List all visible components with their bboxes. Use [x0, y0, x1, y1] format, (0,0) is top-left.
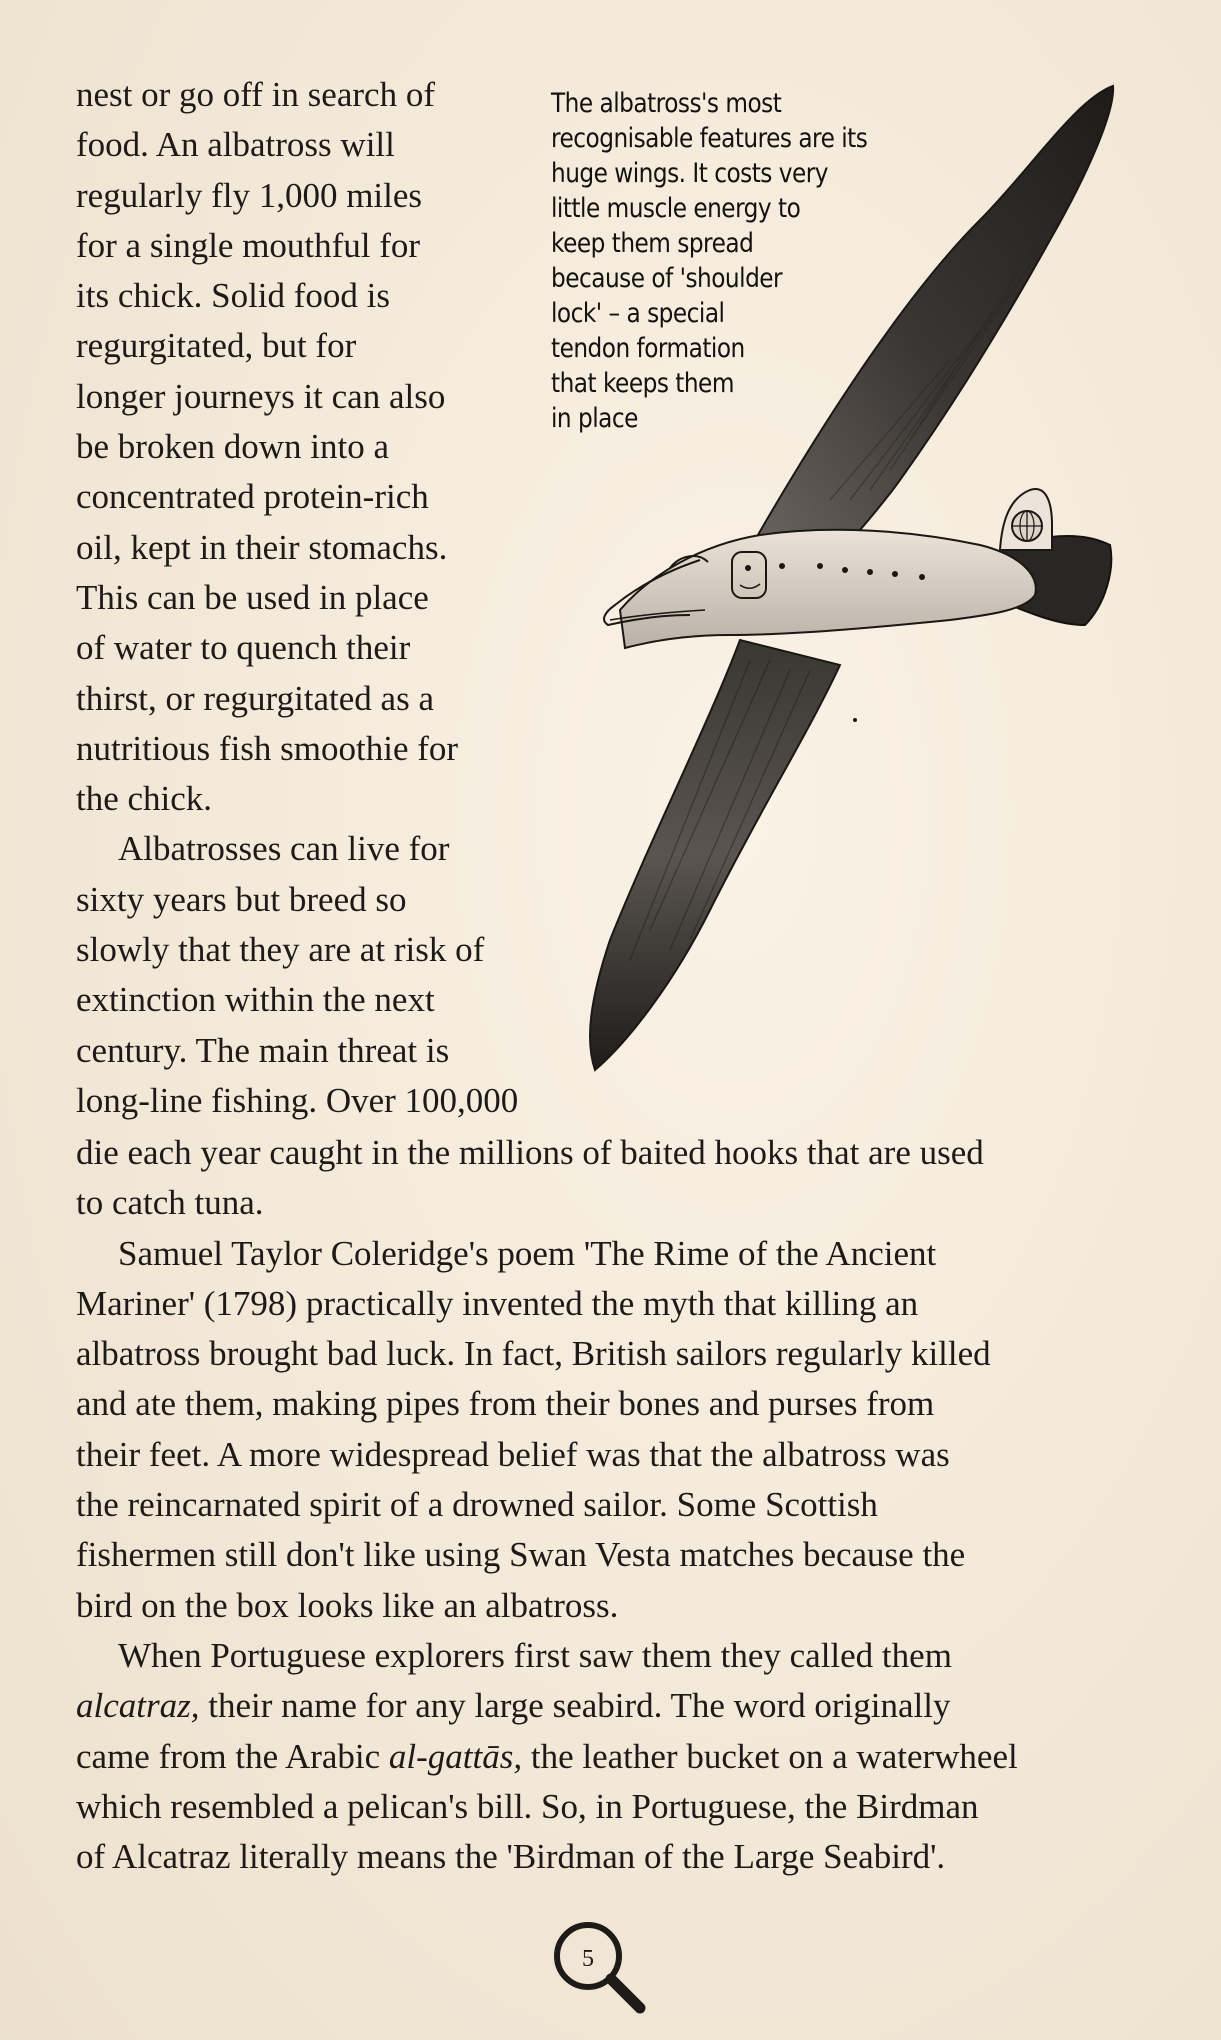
page-number-badge: [548, 1910, 658, 2020]
text-line: and ate them, making pipes from their bones and purses from: [76, 1384, 935, 1424]
text-line: which resembled a pelican's bill. So, in Portuguese, the Birdman: [76, 1786, 979, 1826]
text-line: regurgitated, but for: [76, 326, 357, 366]
caption-line: little muscle energy to: [551, 193, 801, 224]
body-text-left-column: [76, 70, 616, 1126]
text-line: the chick.: [76, 779, 213, 819]
text-line: its chick. Solid food is: [76, 276, 391, 316]
text-line: regularly fly 1,000 miles: [76, 175, 423, 215]
caption-line: keep them spread: [551, 228, 754, 259]
text-line: food. An albatross will: [76, 125, 395, 165]
text-line: albatross brought bad luck. In fact, British sailors regularly killed: [76, 1334, 991, 1374]
text-line: thirst, or regurgitated as a: [76, 678, 434, 718]
text-line: to catch tuna.: [76, 1183, 264, 1223]
text-line: their feet. A more widespread belief was that the albatross was: [76, 1434, 950, 1474]
caption-line: lock' – a special: [551, 298, 725, 329]
text-line: fishermen still don't like using Swan Vesta matches because the: [76, 1535, 966, 1575]
text-line: nest or go off in search of: [76, 75, 435, 114]
text-line: Albatrosses can live for: [118, 829, 450, 869]
caption-line: huge wings. It costs very: [551, 158, 829, 189]
text-line: sixty years but breed so: [76, 879, 407, 919]
caption-line: recognisable features are its: [551, 123, 868, 154]
text-line: [76, 1681, 1156, 1731]
text-line: long-line fishing. Over 100,000: [76, 1080, 519, 1120]
text-line: bird on the box looks like an albatross.: [76, 1585, 619, 1625]
text-span: the leather bucket on a waterwheel: [522, 1736, 1018, 1776]
caption-line: because of 'shoulder: [551, 263, 783, 294]
text-line: When Portuguese explorers first saw them they called them: [118, 1635, 952, 1675]
caption-line: The albatross's most: [551, 88, 782, 119]
caption-line: tendon formation: [551, 333, 745, 364]
caption-line: in place: [551, 403, 638, 434]
text-line: concentrated protein-rich: [76, 477, 429, 517]
text-line: be broken down into a: [76, 427, 389, 467]
text-line: the reincarnated spirit of a drowned sailor. Some Scottish: [76, 1485, 878, 1525]
text-span: came from the Arabic: [76, 1736, 389, 1776]
body-text-full-width: [76, 1128, 1156, 1882]
caption-line: that keeps them: [551, 368, 734, 399]
text-line: nutritious fish smoothie for: [76, 728, 459, 768]
page-number: 5: [582, 1946, 594, 1972]
text-line: of Alcatraz literally means the 'Birdman of the Large Seabird'.: [76, 1837, 946, 1877]
text-line: century. The main threat is: [76, 1030, 450, 1070]
italic-term: alcatraz,: [76, 1686, 200, 1726]
text-line: Mariner' (1798) practically invented the myth that killing an: [76, 1283, 919, 1323]
text-span: their name for any large seabird. The word originally: [199, 1686, 951, 1726]
text-line: Samuel Taylor Coleridge's poem 'The Rime of the Ancient: [118, 1233, 937, 1273]
text-line: [76, 1732, 1156, 1782]
text-line: slowly that they are at risk of: [76, 930, 485, 970]
text-line: oil, kept in their stomachs.: [76, 527, 448, 567]
text-line: of water to quench their: [76, 628, 411, 668]
text-line: This can be used in place: [76, 577, 429, 617]
italic-term: al-gattās,: [388, 1736, 523, 1776]
text-line: for a single mouthful for: [76, 225, 421, 265]
text-line: extinction within the next: [76, 980, 435, 1020]
text-line: die each year caught in the millions of baited hooks that are used: [76, 1133, 984, 1172]
text-line: longer journeys it can also: [76, 376, 446, 416]
